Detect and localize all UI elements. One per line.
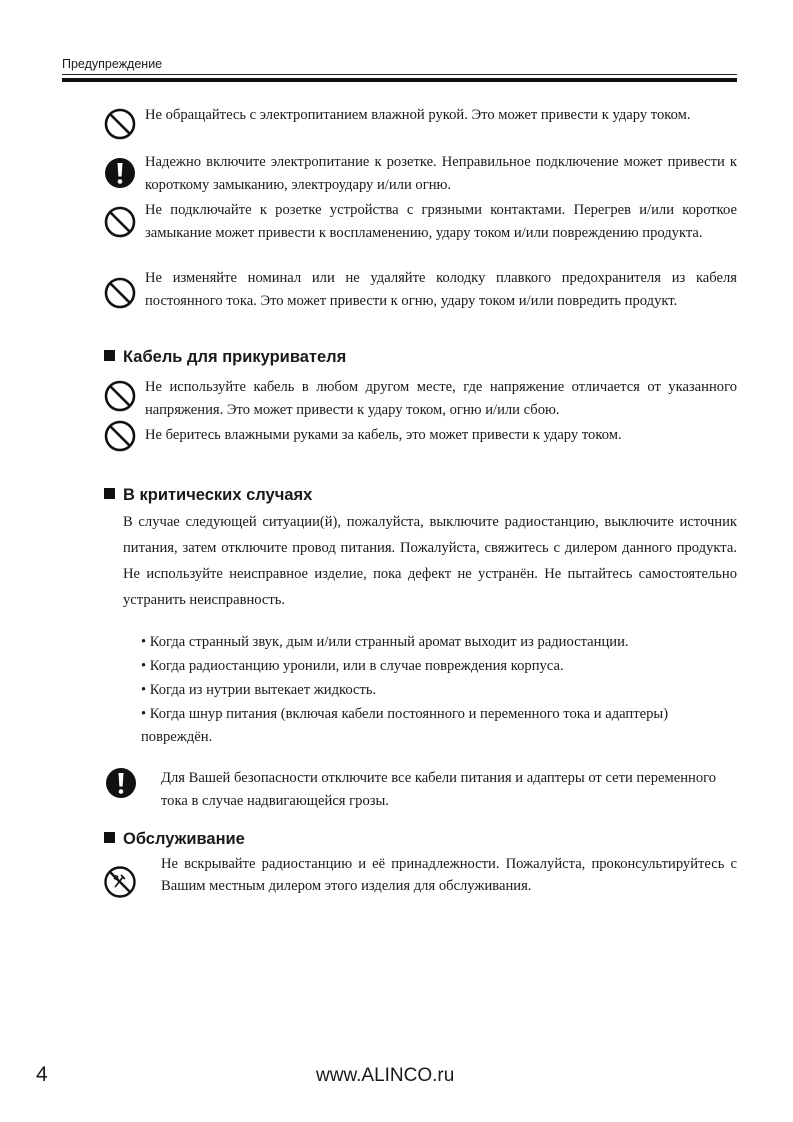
exclamation-icon xyxy=(104,157,136,189)
warning-text: Не используйте кабель в любом другом месте, где напряжение отличается от указанного напряжения. Это может привести к удару током, огню и/или сбою. xyxy=(145,379,737,418)
section-heading-service: Обслуживание xyxy=(104,830,245,849)
list-item: • Когда радиостанцию уронили, или в случае повреждения корпуса. xyxy=(141,658,564,674)
footer-url: www.ALINCO.ru xyxy=(316,1065,455,1086)
prohibition-icon xyxy=(104,206,136,238)
critical-paragraph: В случае следующей ситуации(й), пожалуйста, выключите радиостанцию, выключите источник питания, затем отключите провод питания. Пожалуйста, свяжитесь с дилером данного продукта. Не используйте неисправное изделие, пока дефект не устранён. Не пытайтесь самостоятельно устранить неисправность. xyxy=(123,514,737,608)
page-number: 4 xyxy=(36,1063,48,1086)
list-item: • Когда шнур питания (включая кабели постоянного и переменного тока и адаптеры) повреждён. xyxy=(141,706,669,745)
warning-text: Не изменяйте номинал или не удаляйте колодку плавкого предохранителя из кабеля постоянного тока. Это может привести к огню, удару током и/или повредить продукт. xyxy=(145,270,737,309)
prohibition-icon xyxy=(104,277,136,309)
no-disassembly-icon xyxy=(103,865,137,899)
warning-text: Не беритесь влажными руками за кабель, это может привести к удару током. xyxy=(145,427,622,443)
square-bullet-icon xyxy=(104,350,115,361)
prohibition-icon xyxy=(104,420,136,452)
prohibition-icon xyxy=(104,380,136,412)
square-bullet-icon xyxy=(104,832,115,843)
header-rule-thick xyxy=(62,78,737,82)
warning-text: Не подключайте к розетке устройства с грязными контактами. Перегрев и/или короткое замыкание может привести к воспламенению, удару током и/или повреждению продукта. xyxy=(145,202,737,241)
exclamation-icon xyxy=(105,767,137,799)
prohibition-icon xyxy=(104,108,136,140)
service-text: Не вскрывайте радиостанцию и её принадлежности. Пожалуйста, проконсультируйтесь с Вашим местным дилером этого изделия для обслуживания. xyxy=(161,856,737,894)
warning-text: Надежно включите электропитание к розетке. Неправильное подключение может привести к короткому замыканию, электроудару и/или огню. xyxy=(145,154,737,193)
section-header: Предупреждение xyxy=(62,57,163,71)
section-heading-cigarette-cable: Кабель для прикуривателя xyxy=(104,348,346,367)
storm-note: Для Вашей безопасности отключите все кабели питания и адаптеры от сети переменного тока в случае надвигающейся грозы. xyxy=(161,770,717,809)
warning-text: Не обращайтесь с электропитанием влажной рукой. Это может привести к удару током. xyxy=(145,107,691,123)
list-item: • Когда странный звук, дым и/или странный аромат выходит из радиостанции. xyxy=(141,634,629,650)
square-bullet-icon xyxy=(104,488,115,499)
header-rule-thin xyxy=(62,74,737,75)
list-item: • Когда из нутрии вытекает жидкость. xyxy=(141,682,377,698)
section-heading-critical: В критических случаях xyxy=(104,486,312,505)
